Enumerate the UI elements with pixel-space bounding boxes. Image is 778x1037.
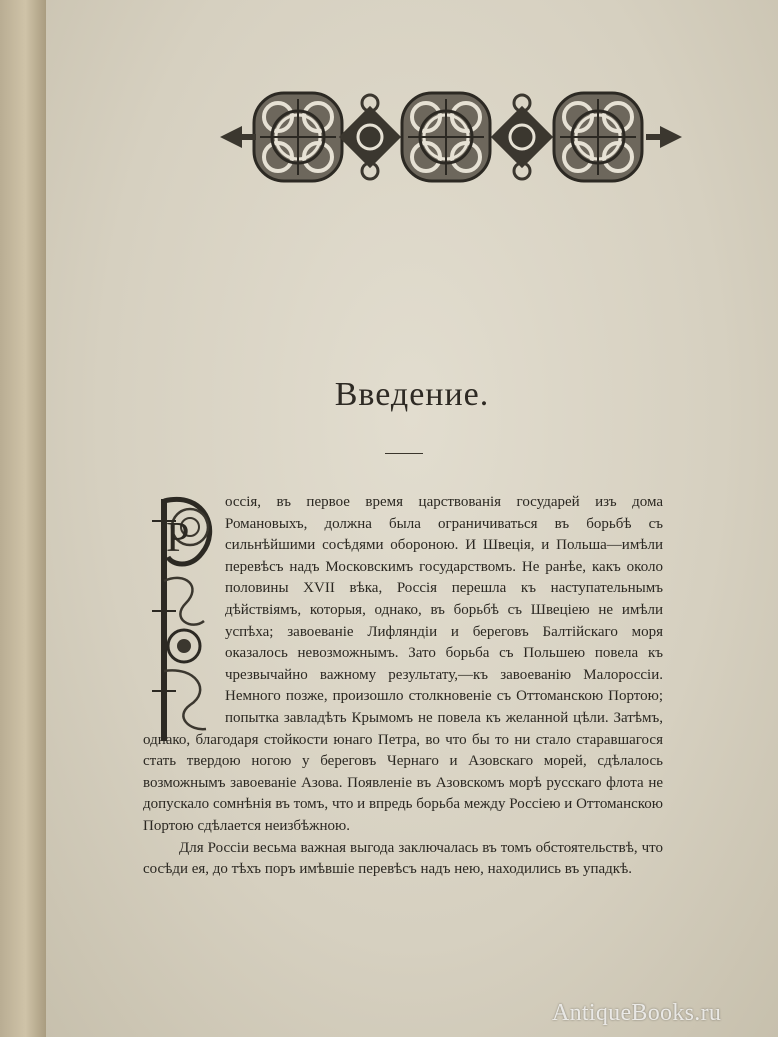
watermark-text: AntiqueBooks.ru [552, 1000, 722, 1026]
left-page-edge [0, 0, 46, 1037]
paragraph: Для Россіи весьма важная выгода заключалась въ томъ обстоятельствѣ, что сосѣди ея, до тѣхъ поръ имѣвшіе перевѣсъ надъ нею, находились въ упадкѣ. [143, 839, 663, 878]
paragraph: оссія, въ первое время царствованія государей изъ дома Романовыхъ, должна была ограничиваться въ борьбѣ съ сильнѣйшими сосѣдями обороною. И Швеція, и Польша—имѣли перевѣсъ надъ Московскимъ государствомъ. Не ранѣе, какъ около половины XVII вѣка, Россія перешла къ наступательнымъ дѣйствіямъ, которыя, однако, въ борьбѣ съ Швеціею не имѣли успѣха; завоеваніе Лифляндіи и береговъ Балтійскаго моря оказалось невозможнымъ. Зато борьба съ Польшею повела къ чрезвычайно важному результату,—къ завоеванію Малороссіи. Немного позже, произошло столкновеніе съ Оттоманскою Портою; попытка завладѣть Крымомъ не повела къ желанной цѣли. Затѣмъ, однако, благодаря стойкости юнаго Петра, во что бы то ни стало старавшагося стать твердою ногою у береговъ Чернаго и Азовскаго морей, сдѣлалось возможнымъ завоеваніе Азова. Появленіе въ Азовскомъ морѣ русскаго флота не допускало сомнѣнія въ томъ, что и впредь борьба между Россіею и Оттоманскою Портою сдѣлается неизбѣжною. [143, 494, 663, 834]
drop-cap-letter: Р [166, 515, 190, 561]
knotwork-headpiece-icon [220, 82, 682, 192]
chapter-title: Введение. [334, 376, 490, 413]
book-page [46, 0, 778, 1037]
title-divider [385, 453, 423, 454]
chapter-body [143, 492, 663, 881]
